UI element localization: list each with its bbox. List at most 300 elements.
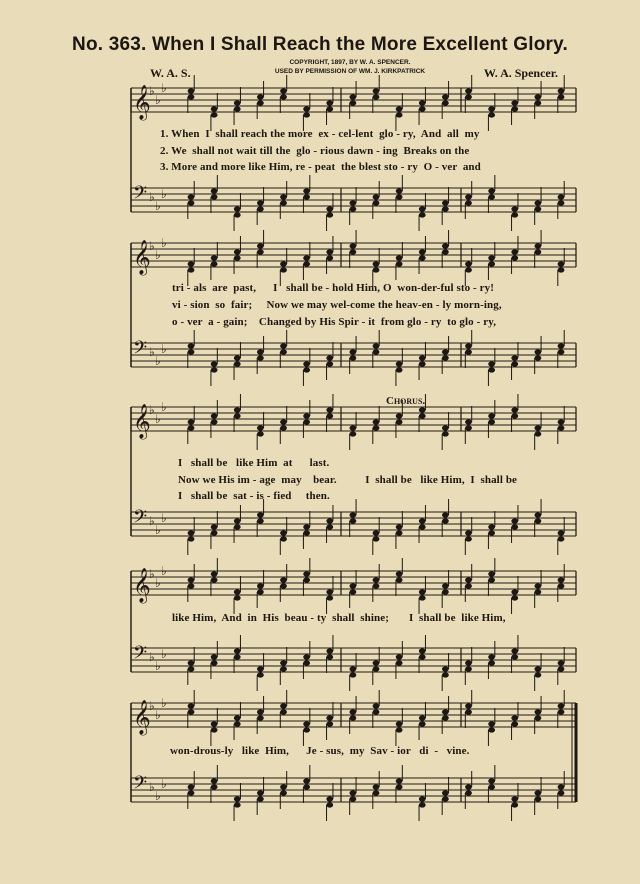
flat-sign-icon: ♭ [149, 567, 155, 581]
flat-sign-icon: ♭ [161, 777, 167, 791]
notehead [280, 88, 287, 93]
notehead [488, 112, 495, 117]
notehead [465, 784, 472, 789]
flat-sign-icon: ♭ [149, 514, 155, 528]
notehead [396, 194, 403, 199]
treble-clef-icon: 𝄞 [133, 568, 151, 603]
notehead [373, 790, 380, 795]
notehead [349, 200, 356, 205]
notehead [211, 530, 218, 535]
notehead [442, 249, 449, 254]
notehead [188, 583, 195, 588]
flat-sign-icon: ♭ [149, 699, 155, 713]
notehead [280, 583, 287, 588]
notehead [465, 530, 472, 535]
notehead [511, 255, 518, 260]
treble-clef-icon: 𝄞 [133, 700, 151, 735]
notehead [373, 530, 380, 535]
notehead [280, 790, 287, 795]
notehead [558, 709, 565, 714]
notehead [188, 577, 195, 582]
notehead [211, 361, 218, 366]
lyric-line: o - ver a - gain; Changed by His Spir - it from glo - ry to glo - ry, [172, 316, 497, 328]
flat-sign-icon: ♭ [149, 239, 155, 253]
notehead [488, 784, 495, 789]
notehead [280, 349, 287, 354]
notehead [280, 784, 287, 789]
treble-clef-icon: 𝄞 [133, 404, 151, 439]
notehead [373, 577, 380, 582]
notehead [188, 261, 195, 266]
notehead [326, 100, 333, 105]
notehead [558, 790, 565, 795]
notehead [511, 721, 518, 726]
notehead [511, 361, 518, 366]
notehead [303, 784, 310, 789]
lyric-line: like Him, And in His beau - ty shall shine; I shall be like Him, [172, 612, 506, 624]
notehead [280, 703, 287, 708]
notehead [419, 595, 426, 600]
notehead [234, 100, 241, 105]
notehead [234, 407, 241, 412]
notehead [373, 88, 380, 93]
notehead [349, 425, 356, 430]
notehead [188, 530, 195, 535]
notehead [396, 361, 403, 366]
notehead [488, 571, 495, 576]
notehead [373, 343, 380, 348]
notehead [558, 660, 565, 665]
notehead [326, 106, 333, 111]
flat-sign-icon: ♭ [161, 400, 167, 414]
notehead [534, 94, 541, 99]
notehead [534, 589, 541, 594]
notehead [534, 709, 541, 714]
notehead [511, 413, 518, 418]
notehead [534, 518, 541, 523]
notehead [349, 583, 356, 588]
notehead [488, 413, 495, 418]
notehead [188, 784, 195, 789]
notehead [280, 419, 287, 424]
treble-staff [131, 703, 576, 727]
notehead [558, 583, 565, 588]
lyric-line: vi - sion so fair; Now we may wel-come the heav-en - ly morn-ing, [172, 299, 502, 311]
notehead [349, 672, 356, 677]
notehead [349, 355, 356, 360]
treble-staff [131, 88, 576, 112]
notehead [280, 343, 287, 348]
notehead [511, 100, 518, 105]
notehead [373, 200, 380, 205]
notehead [234, 802, 241, 807]
notehead [419, 796, 426, 801]
notehead [188, 790, 195, 795]
notehead [465, 343, 472, 348]
hymn-title: No. 363. When I Shall Reach the More Excellent Glory. [72, 34, 568, 55]
notehead [211, 727, 218, 732]
notehead [488, 530, 495, 535]
notehead [349, 431, 356, 436]
notehead [558, 419, 565, 424]
notehead [349, 249, 356, 254]
notehead [211, 419, 218, 424]
notehead [303, 367, 310, 372]
bass-clef-icon: 𝄢 [133, 338, 148, 363]
notehead [419, 589, 426, 594]
notehead [211, 778, 218, 783]
notehead [558, 425, 565, 430]
notehead [326, 589, 333, 594]
notehead [188, 709, 195, 714]
notehead [442, 243, 449, 248]
notehead [442, 583, 449, 588]
notehead [465, 261, 472, 266]
notehead [326, 212, 333, 217]
notehead [465, 536, 472, 541]
notehead [511, 589, 518, 594]
notehead [257, 431, 264, 436]
notehead [257, 249, 264, 254]
flat-sign-icon: ♭ [155, 248, 161, 262]
notehead [465, 583, 472, 588]
notehead [488, 778, 495, 783]
notehead [257, 589, 264, 594]
notehead [188, 703, 195, 708]
notehead [280, 94, 287, 99]
notehead [257, 425, 264, 430]
notehead [234, 255, 241, 260]
notehead [488, 106, 495, 111]
notehead [303, 194, 310, 199]
notehead [465, 419, 472, 424]
notehead [303, 106, 310, 111]
notehead [280, 536, 287, 541]
notehead [558, 194, 565, 199]
notehead [257, 355, 264, 360]
notehead [442, 355, 449, 360]
notehead [280, 267, 287, 272]
notehead [303, 419, 310, 424]
notehead [465, 666, 472, 671]
flat-sign-icon: ♭ [161, 81, 167, 95]
notehead [234, 249, 241, 254]
notehead [396, 112, 403, 117]
notehead [419, 654, 426, 659]
bass-staff [131, 343, 576, 367]
notehead [326, 796, 333, 801]
lyric-line: I shall be like Him at last. [178, 457, 330, 469]
notehead [534, 100, 541, 105]
notehead [488, 577, 495, 582]
notehead [396, 721, 403, 726]
notehead [396, 367, 403, 372]
notehead [326, 715, 333, 720]
notehead [373, 267, 380, 272]
notehead [257, 100, 264, 105]
flat-sign-icon: ♭ [155, 708, 161, 722]
notehead [419, 361, 426, 366]
notehead [188, 349, 195, 354]
notehead [465, 194, 472, 199]
notehead [280, 660, 287, 665]
flat-sign-icon: ♭ [149, 190, 155, 204]
notehead [396, 419, 403, 424]
notehead [558, 200, 565, 205]
notehead [326, 802, 333, 807]
flat-sign-icon: ♭ [155, 354, 161, 368]
notehead [349, 94, 356, 99]
notehead [303, 261, 310, 266]
notehead [234, 648, 241, 653]
notehead [349, 589, 356, 594]
lyricist-credit: W. A. S. [150, 66, 191, 80]
notehead [303, 660, 310, 665]
notehead [558, 536, 565, 541]
notehead [326, 255, 333, 260]
notehead [442, 666, 449, 671]
notehead [257, 790, 264, 795]
notehead [442, 709, 449, 714]
notehead [419, 407, 426, 412]
notehead [373, 94, 380, 99]
treble-clef-icon: 𝄞 [133, 240, 151, 275]
notehead [419, 249, 426, 254]
notehead [419, 255, 426, 260]
notehead [349, 666, 356, 671]
notehead [396, 727, 403, 732]
notehead [558, 349, 565, 354]
notehead [465, 660, 472, 665]
notehead [488, 194, 495, 199]
notehead [234, 206, 241, 211]
notehead [419, 802, 426, 807]
lyric-line: 2. We shall not wait till the glo - rious dawn - ing Breaks on the [160, 145, 470, 157]
notehead [373, 703, 380, 708]
notehead [534, 431, 541, 436]
lyric-line: 1. When I shall reach the more ex - cel-lent glo - ry, And all my [160, 128, 480, 140]
notehead [419, 518, 426, 523]
notehead [257, 709, 264, 714]
notehead [488, 721, 495, 726]
notehead [419, 648, 426, 653]
notehead [442, 431, 449, 436]
notehead [465, 425, 472, 430]
notehead [257, 206, 264, 211]
notehead [211, 660, 218, 665]
flat-sign-icon: ♭ [161, 236, 167, 250]
lyric-line: Now we His im - age may bear. I shall be like Him, I shall be [178, 474, 518, 486]
notehead [419, 212, 426, 217]
notehead [396, 577, 403, 582]
treble-clef-icon: 𝄞 [133, 85, 151, 120]
notehead [396, 261, 403, 266]
notehead [234, 106, 241, 111]
notehead [373, 349, 380, 354]
notehead [326, 407, 333, 412]
notehead [373, 666, 380, 671]
notehead [511, 715, 518, 720]
notehead [419, 413, 426, 418]
notehead [257, 243, 264, 248]
notehead [211, 654, 218, 659]
notehead [326, 355, 333, 360]
notehead [465, 703, 472, 708]
notehead [373, 583, 380, 588]
notehead [534, 790, 541, 795]
flat-sign-icon: ♭ [161, 342, 167, 356]
notehead [349, 709, 356, 714]
notehead [419, 524, 426, 529]
notehead [442, 715, 449, 720]
notehead [465, 94, 472, 99]
notehead [558, 88, 565, 93]
flat-sign-icon: ♭ [155, 199, 161, 213]
notehead [373, 194, 380, 199]
notehead [373, 784, 380, 789]
lyric-line: I shall be sat - is - fied then. [178, 490, 330, 502]
notehead [511, 654, 518, 659]
notehead [326, 648, 333, 653]
notehead [257, 666, 264, 671]
notehead [234, 595, 241, 600]
notehead [442, 94, 449, 99]
notehead [234, 589, 241, 594]
notehead [234, 518, 241, 523]
notehead [257, 518, 264, 523]
notehead [257, 796, 264, 801]
flat-sign-icon: ♭ [149, 780, 155, 794]
flat-sign-icon: ♭ [161, 696, 167, 710]
notehead [257, 715, 264, 720]
notehead [396, 255, 403, 260]
notehead [419, 100, 426, 105]
notehead [419, 355, 426, 360]
notehead [396, 530, 403, 535]
notehead [234, 413, 241, 418]
notehead [534, 715, 541, 720]
notehead [234, 212, 241, 217]
notehead [558, 94, 565, 99]
notehead [349, 512, 356, 517]
notehead [419, 721, 426, 726]
notehead [534, 583, 541, 588]
notehead [326, 654, 333, 659]
notehead [511, 802, 518, 807]
notehead [211, 255, 218, 260]
notehead [349, 715, 356, 720]
notehead [257, 512, 264, 517]
notehead [511, 796, 518, 801]
notehead [488, 660, 495, 665]
notehead [534, 355, 541, 360]
notehead [234, 721, 241, 726]
notehead [303, 721, 310, 726]
notehead [488, 188, 495, 193]
flat-sign-icon: ♭ [155, 576, 161, 590]
notehead [211, 577, 218, 582]
notehead [303, 255, 310, 260]
notehead [488, 361, 495, 366]
notehead [188, 267, 195, 272]
notehead [511, 518, 518, 523]
flat-sign-icon: ♭ [155, 789, 161, 803]
notehead [558, 666, 565, 671]
notehead [188, 666, 195, 671]
notehead [303, 530, 310, 535]
notehead [558, 343, 565, 348]
notehead [211, 188, 218, 193]
notehead [280, 666, 287, 671]
notehead [558, 267, 565, 272]
notehead [511, 595, 518, 600]
flat-sign-icon: ♭ [155, 523, 161, 537]
notehead [280, 425, 287, 430]
notehead [442, 790, 449, 795]
notehead [211, 194, 218, 199]
notehead [211, 261, 218, 266]
notehead [188, 536, 195, 541]
notehead [442, 512, 449, 517]
notehead [534, 425, 541, 430]
notehead [257, 349, 264, 354]
notehead [419, 206, 426, 211]
notehead [396, 188, 403, 193]
bass-clef-icon: 𝄢 [133, 643, 148, 668]
notehead [511, 106, 518, 111]
notehead [349, 796, 356, 801]
notehead [326, 249, 333, 254]
notehead [534, 249, 541, 254]
notehead [558, 577, 565, 582]
notehead [326, 518, 333, 523]
notehead [488, 261, 495, 266]
notehead [511, 407, 518, 412]
notehead [534, 666, 541, 671]
notehead [465, 267, 472, 272]
notehead [396, 106, 403, 111]
notehead [442, 349, 449, 354]
notehead [511, 355, 518, 360]
notehead [534, 200, 541, 205]
notehead [349, 518, 356, 523]
flat-sign-icon: ♭ [161, 511, 167, 525]
notehead [465, 88, 472, 93]
flat-sign-icon: ♭ [161, 187, 167, 201]
notehead [488, 367, 495, 372]
notehead [373, 419, 380, 424]
notehead [488, 727, 495, 732]
copyright-line: COPYRIGHT, 1897, BY W. A. SPENCER. [289, 59, 411, 66]
notehead [511, 524, 518, 529]
notehead [349, 349, 356, 354]
notehead [211, 413, 218, 418]
notehead [280, 194, 287, 199]
notehead [465, 577, 472, 582]
flat-sign-icon: ♭ [161, 564, 167, 578]
notehead [188, 419, 195, 424]
permission-line: USED BY PERMISSION OF WM. J. KIRKPATRICK [274, 68, 426, 75]
notehead [534, 349, 541, 354]
notehead [534, 243, 541, 248]
notehead [349, 100, 356, 105]
notehead [396, 413, 403, 418]
notehead [303, 112, 310, 117]
notehead [465, 790, 472, 795]
notehead [442, 206, 449, 211]
notehead [188, 94, 195, 99]
notehead [211, 112, 218, 117]
